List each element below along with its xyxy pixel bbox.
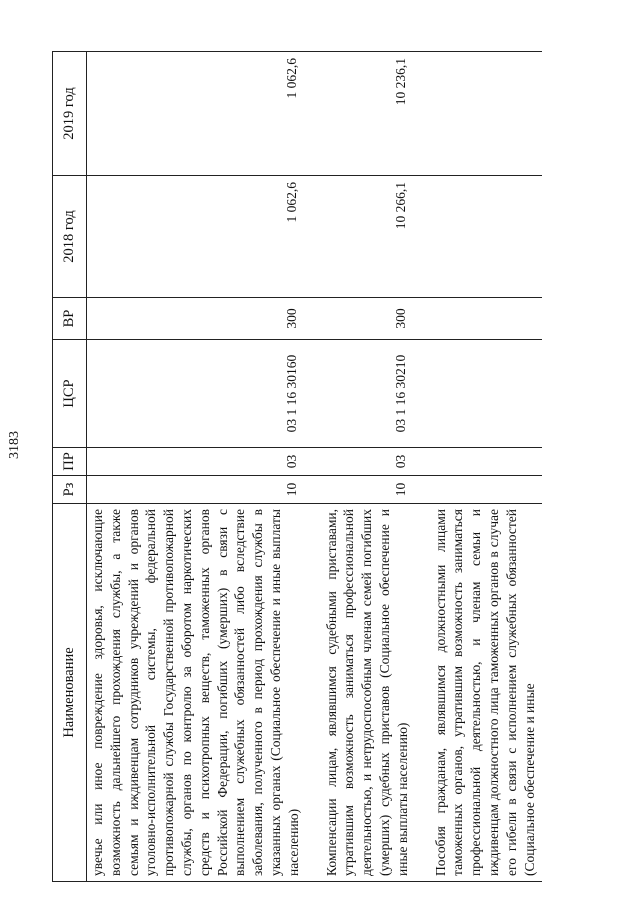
table-row-spacer — [416, 52, 430, 882]
row-csr: 03 1 16 30160 — [87, 340, 307, 448]
budget-table — [52, 51, 542, 882]
header-vr: ВР — [53, 298, 87, 340]
row-rz: 10 — [87, 476, 307, 504]
table-row — [321, 52, 416, 882]
page-number-text: 3183 — [7, 431, 22, 459]
table-row — [87, 52, 307, 882]
table-row — [430, 52, 543, 882]
row-name: увечье или иное повреждение здоровья, исключающие возможность дальнейшего прохождения службы, а также семьям и иждивенцам сотрудников учреждений и органов уголовно-исполнительной системы, федеральной противопожарной службы Государственной противопожарной службы, органов по контролю за оборотом наркотических средств и психотропных веществ, таможенных органов Российской Федерации, погибших (умерших) в связи с выполнением служебных обязанностей либо вследствие заболевания, полученного в период прохождения службы в указанных органах (Социальное обеспечение и иные выплаты населению) — [87, 504, 307, 882]
row-2018: 1 062,6 — [87, 176, 307, 298]
row-name: Компенсации лицам, являвшимся судебными приставами, утратившим возможность заниматься профессиональной деятельностью, и нетрудоспособным членам семей погибших (умерших) судебных приставов (Социальное обеспечение и иные выплаты населению) — [321, 504, 416, 882]
header-2019: 2019 год — [53, 52, 87, 176]
row-pr — [430, 448, 543, 476]
table-header-row — [53, 52, 87, 882]
row-vr: 300 — [321, 298, 416, 340]
row-2018: 10 266,1 — [321, 176, 416, 298]
row-pr: 03 — [87, 448, 307, 476]
rotated-page — [52, 52, 622, 882]
row-vr — [430, 298, 543, 340]
header-csr: ЦСР — [53, 340, 87, 448]
page-number — [7, 431, 38, 459]
row-2018 — [430, 176, 543, 298]
header-2018: 2018 год — [53, 176, 87, 298]
header-pr: ПР — [53, 448, 87, 476]
header-name: Наименование — [53, 504, 87, 882]
row-csr: 03 1 16 30210 — [321, 340, 416, 448]
row-2019: 1 062,6 — [87, 52, 307, 176]
row-2019: 10 236,1 — [321, 52, 416, 176]
row-rz — [430, 476, 543, 504]
table-row-spacer — [307, 52, 321, 882]
row-pr: 03 — [321, 448, 416, 476]
row-csr — [430, 340, 543, 448]
row-rz: 10 — [321, 476, 416, 504]
header-rz: Рз — [53, 476, 87, 504]
row-2019 — [430, 52, 543, 176]
row-vr: 300 — [87, 298, 307, 340]
row-name: Пособия гражданам, являвшимся должностными лицами таможенных органов, утратившим возможность заниматься профессиональной деятельностью, и членам семьи и иждивенцам должностного лица таможенных органов в случае его гибели в связи с исполнением служебных обязанностей (Социальное обеспечение и иные — [430, 504, 543, 882]
